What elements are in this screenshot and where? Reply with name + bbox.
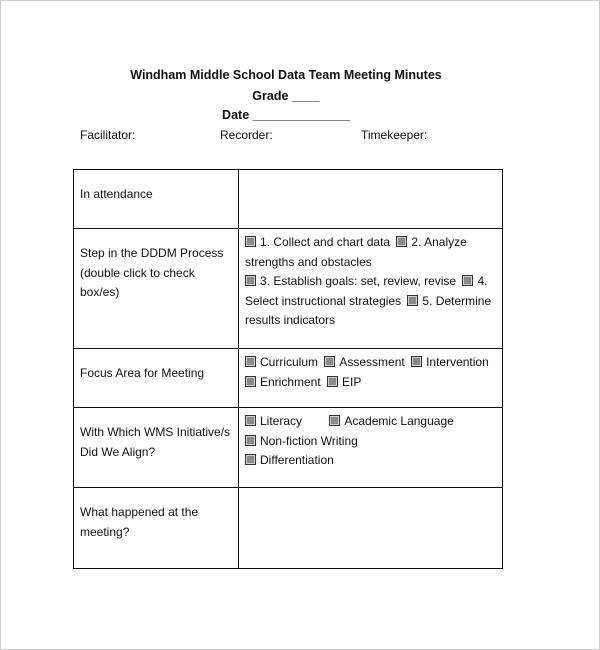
- checkbox-enrichment[interactable]: [245, 376, 256, 387]
- table-row-happened: [74, 488, 503, 569]
- checkbox-nonfiction-writing[interactable]: [245, 435, 256, 446]
- attendance-label: In attendance: [74, 170, 239, 229]
- initiatives-label: With Which WMS Initiative/s Did We Align?: [74, 408, 239, 488]
- dddm-options: 1. Collect and chart data 2. Analyze strengths and obstacles 3. Establish goals: set, review, revise 4. Select instructional strategies 5. Determine results indicators: [239, 229, 503, 349]
- checkbox-differentiation[interactable]: [245, 454, 256, 465]
- checkbox-intervention[interactable]: [411, 356, 422, 367]
- table-row-attendance: [74, 170, 503, 229]
- document-title: Windham Middle School Data Team Meeting Minutes: [130, 68, 442, 82]
- checkbox-establish-goals[interactable]: [245, 275, 256, 286]
- date-field: Date ______________: [222, 108, 350, 122]
- checkbox-assessment[interactable]: [324, 356, 335, 367]
- happened-label: What happened at the meeting?: [74, 488, 239, 569]
- recorder-label: Recorder:: [220, 128, 273, 142]
- checkbox-collect-chart[interactable]: [245, 236, 256, 247]
- focus-options: Curriculum Assessment Intervention Enrichment EIP: [239, 349, 503, 408]
- checkbox-eip[interactable]: [327, 376, 338, 387]
- dddm-label: Step in the DDDM Process (double click to check box/es): [74, 229, 239, 349]
- checkbox-literacy[interactable]: [245, 415, 256, 426]
- initiatives-options: Literacy Academic Language Non-fiction Writing Differentiation: [239, 408, 503, 488]
- table-row-dddm: [74, 229, 503, 349]
- facilitator-label: Facilitator:: [80, 128, 136, 142]
- attendance-value[interactable]: [239, 170, 503, 229]
- checkbox-select-strategies[interactable]: [462, 275, 473, 286]
- checkbox-analyze[interactable]: [396, 236, 407, 247]
- timekeeper-label: Timekeeper:: [361, 128, 428, 142]
- happened-value[interactable]: [239, 488, 503, 569]
- minutes-table: [73, 169, 503, 569]
- checkbox-academic-language[interactable]: [329, 415, 340, 426]
- grade-field: Grade ____: [252, 89, 320, 103]
- focus-label: Focus Area for Meeting: [74, 349, 239, 408]
- checkbox-curriculum[interactable]: [245, 356, 256, 367]
- checkbox-determine-indicators[interactable]: [407, 295, 418, 306]
- table-row-focus: [74, 349, 503, 408]
- table-row-initiatives: [74, 408, 503, 488]
